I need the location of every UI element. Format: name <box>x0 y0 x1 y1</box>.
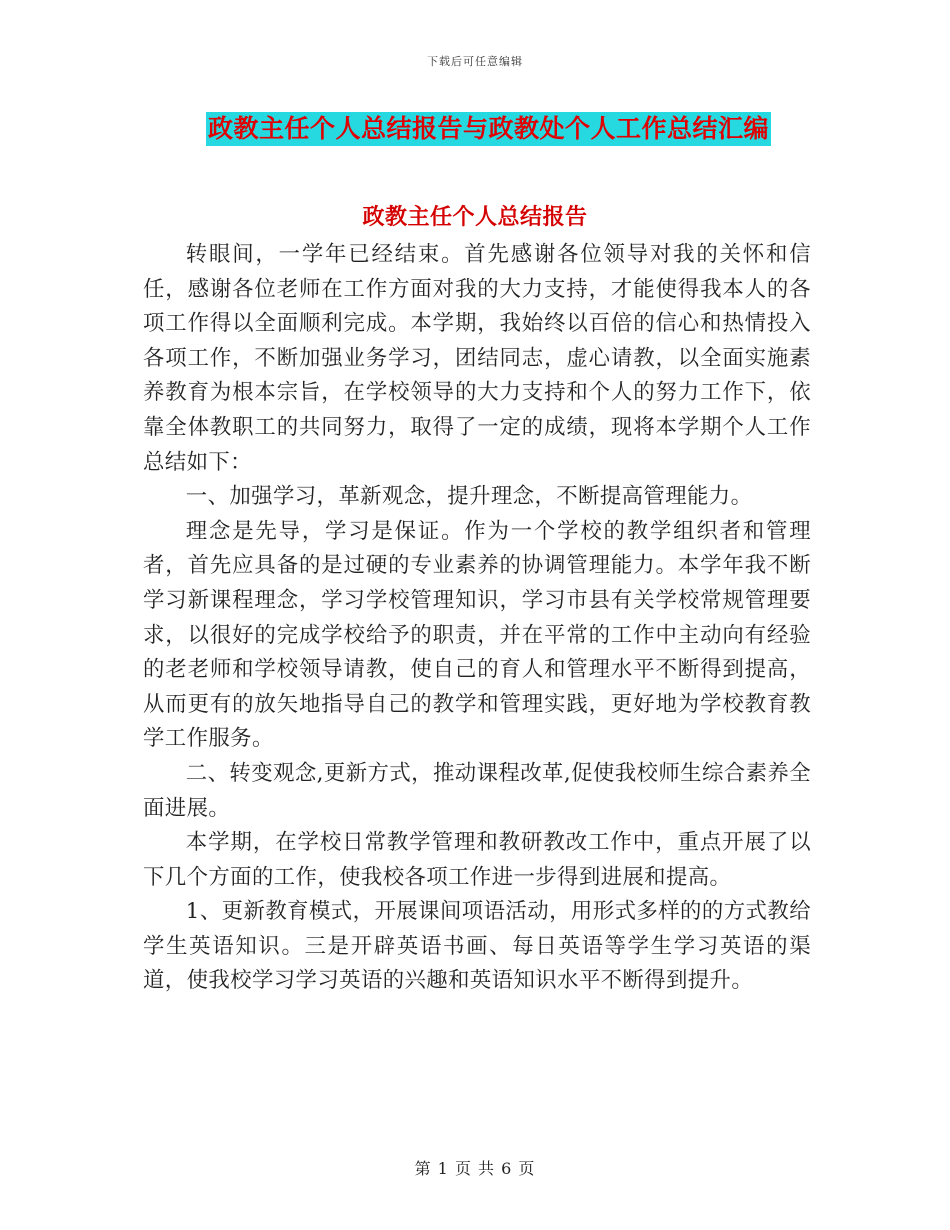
document-body <box>143 238 811 999</box>
document-title-container <box>206 112 771 146</box>
paragraph: 理念是先导，学习是保证。作为一个学校的教学组织者和管理者，首先应具备的是过硬的专业素养的协调管理能力。本学年我不断学习新课程理念，学习学校管理知识，学习市县有关学校常规管理要求，以很好的完成学校给予的职责，并在平常的工作中主动向有经验的老老师和学校领导请教，使自己的育人和管理水平不断得到提高，从而更有的放矢地指导自己的教学和管理实践，更好地为学校教育教学工作服务。 <box>143 518 811 752</box>
document-title: 政教主任个人总结报告与政教处个人工作总结汇编 <box>206 112 771 146</box>
page-footer: 第 1 页 共 6 页 <box>414 1159 536 1178</box>
paragraph: 转眼间，一学年已经结束。首先感谢各位领导对我的关怀和信任，感谢各位老师在工作方面对我的大力支持，才能使得我本人的各项工作得以全面顺利完成。本学期，我始终以百倍的信心和热情投入各项工作，不断加强业务学习，团结同志，虚心请教，以全面实施素养教育为根本宗旨，在学校领导的大力支持和个人的努力工作下，依靠全体教职工的共同努力，取得了一定的成绩，现将本学期个人工作总结如下： <box>143 242 811 475</box>
paragraph: 本学期，在学校日常教学管理和教研教改工作中，重点开展了以下几个方面的工作，使我校各项工作进一步得到进展和提高。 <box>143 830 811 890</box>
paragraph: 一、加强学习，革新观念，提升理念，不断提高管理能力。 <box>185 484 753 510</box>
section-title: 政教主任个人总结报告 <box>362 204 588 230</box>
paragraph: 二、转变观念,更新方式，推动课程改革,促使我校师生综合素养全面进展。 <box>143 760 811 821</box>
paragraph: 1、更新教育模式，开展课间项语活动，用形式多样的的方式教给学生英语知识。三是开辟英语书画、每日英语等学生学习英语的渠道，使我校学习学习英语的兴趣和英语知识水平不断得到提升。 <box>143 899 811 994</box>
header-note: 下载后可任意编辑 <box>427 55 523 68</box>
